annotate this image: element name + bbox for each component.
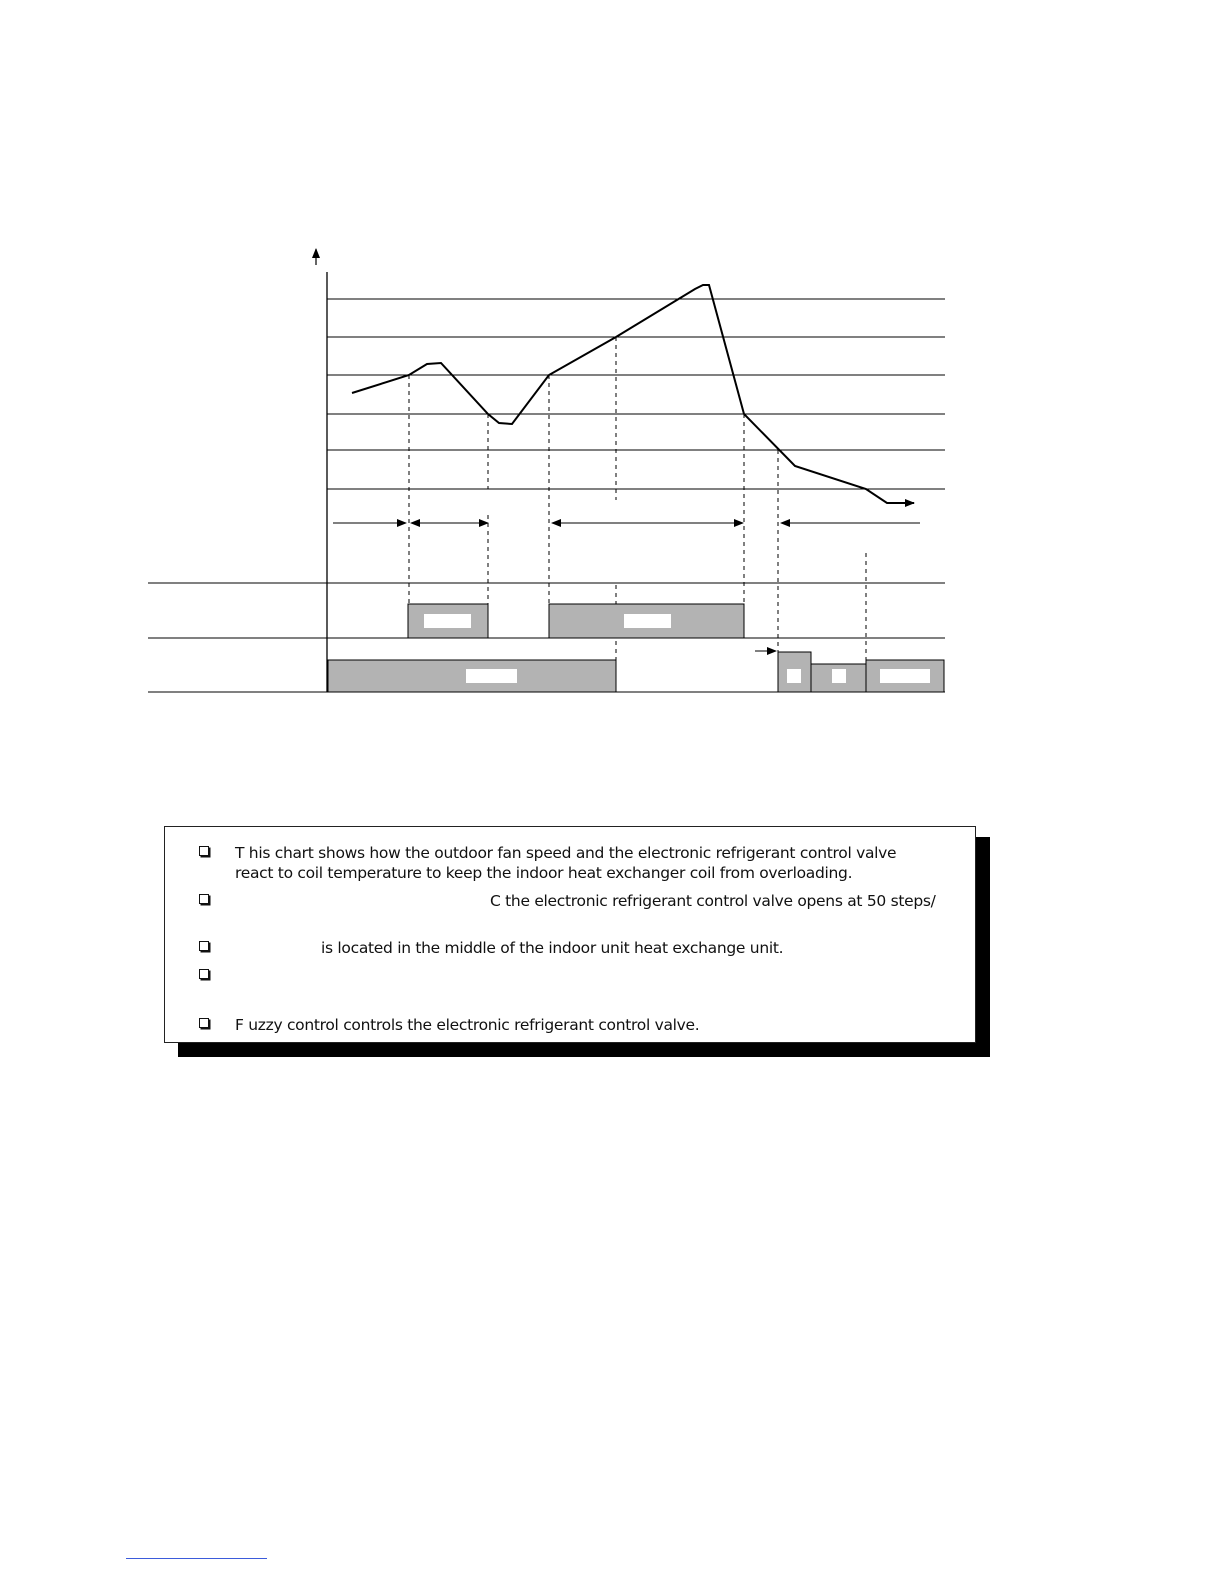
fan-chip — [787, 669, 801, 683]
fan-chip — [466, 669, 517, 683]
fan-chip — [880, 669, 930, 683]
footer-rule — [126, 1558, 267, 1559]
square-bullet-icon — [199, 1018, 209, 1028]
square-bullet-icon — [199, 894, 209, 904]
threshold-lines — [327, 299, 945, 489]
fan-bars — [328, 652, 944, 692]
fan-chip — [832, 669, 846, 683]
valve-chip — [624, 614, 671, 628]
note-text: is located in the middle of the indoor unit heat exchange unit. — [321, 939, 784, 957]
notes-box — [164, 826, 976, 1043]
note-text: C the electronic refrigerant control valve opens at 50 steps/ — [490, 892, 936, 910]
valve-chip — [424, 614, 471, 628]
valve-bars — [408, 604, 744, 638]
square-bullet-icon — [199, 941, 209, 951]
note-text: T his chart shows how the outdoor fan speed and the electronic refrigerant control valve react to coil temperature to keep the indoor heat exchanger coil from overloading. — [235, 844, 897, 882]
note-text: F uzzy control controls the electronic refrigerant control valve. — [235, 1016, 700, 1034]
square-bullet-icon — [199, 846, 209, 856]
square-bullet-icon — [199, 969, 209, 979]
coil-temperature-control-diagram — [0, 0, 1224, 720]
coil-temperature-curve — [352, 285, 900, 503]
